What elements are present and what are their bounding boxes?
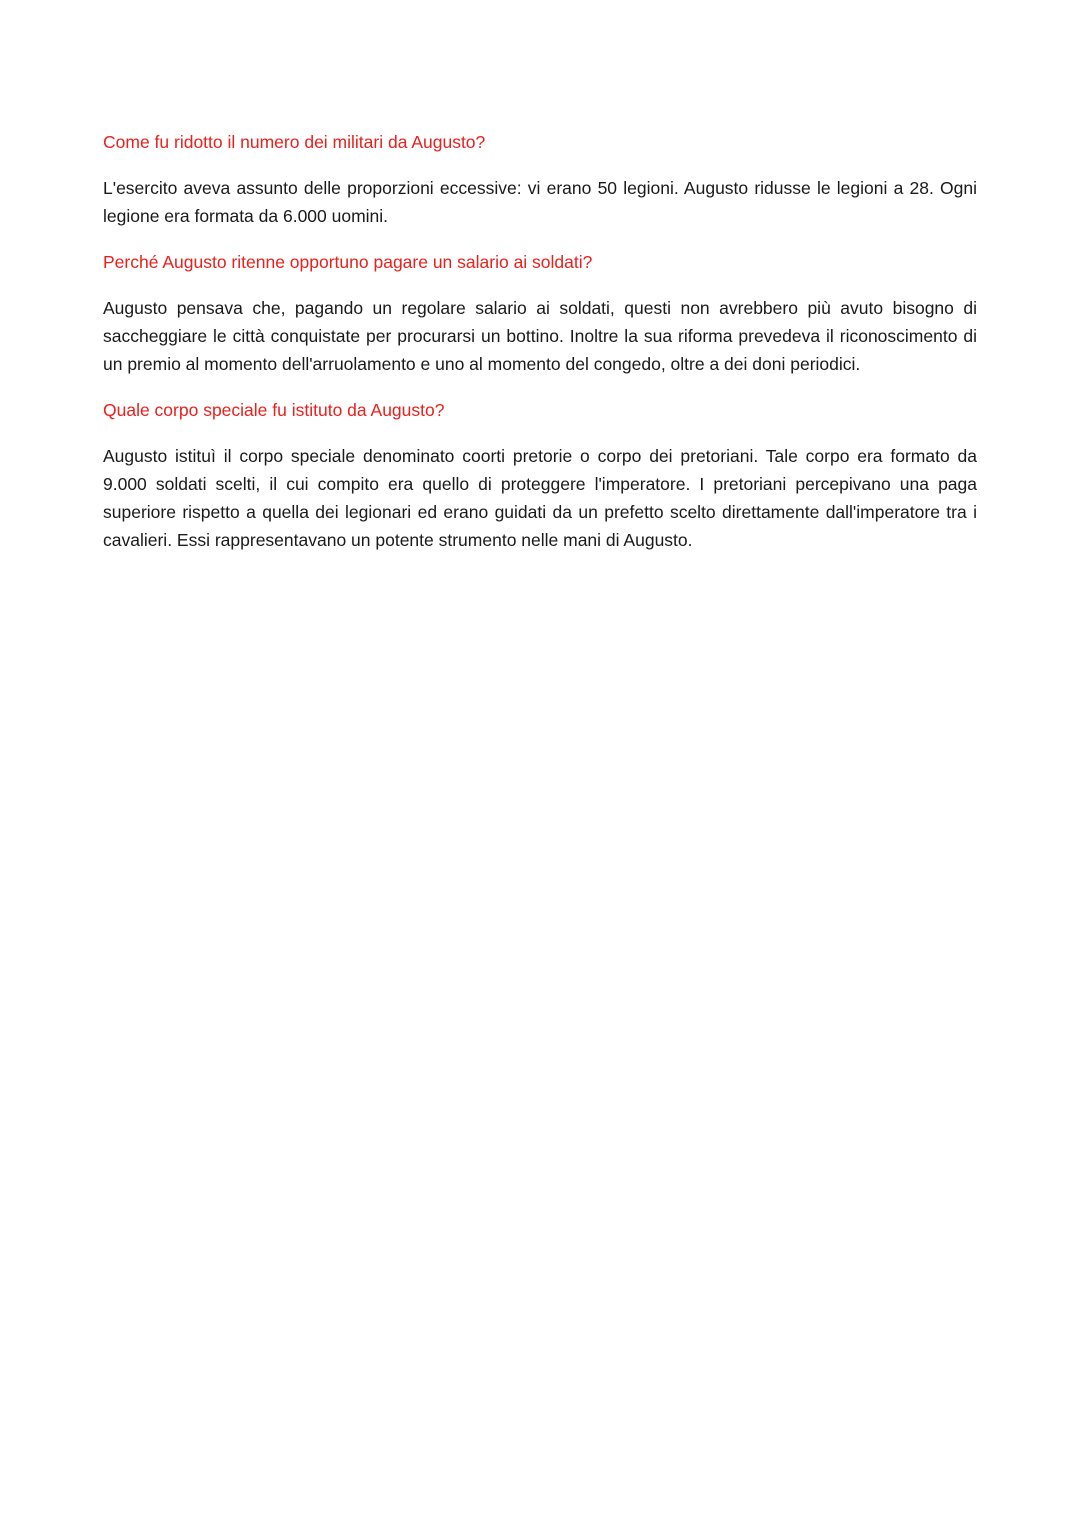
question-military-reduction: Come fu ridotto il numero dei militari da Augusto? — [103, 132, 486, 152]
document-content — [103, 128, 977, 572]
answer-soldier-salary: Augusto pensava che, pagando un regolare salario ai soldati, questi non avrebbero più avuto bisogno di saccheggiare le città conquistate per procurarsi un bottino. Inoltre la sua riforma prevedeva il riconoscimento di un premio al momento dell'arruolamento e uno al momento del congedo, oltre a dei doni periodici. — [103, 298, 977, 374]
answer-military-reduction: L'esercito aveva assunto delle proporzioni eccessive: vi erano 50 legioni. Augusto ridusse le legioni a 28. Ogni legione era formata da 6.000 uomini. — [103, 178, 977, 226]
answer-special-corps: Augusto istituì il corpo speciale denominato coorti pretorie o corpo dei pretoriani. Tale corpo era formato da 9.000 soldati scelti, il cui compito era quello di proteggere l'imperatore. I pretoriani percepivano una paga superiore rispetto a quella dei legionari ed erano guidati da un prefetto scelto direttamente dall'imperatore tra i cavalieri. Essi rappresentavano un potente strumento nelle mani di Augusto. — [103, 446, 977, 550]
question-special-corps: Quale corpo speciale fu istituto da Augusto? — [103, 400, 445, 420]
question-soldier-salary: Perché Augusto ritenne opportuno pagare un salario ai soldati? — [103, 252, 593, 272]
